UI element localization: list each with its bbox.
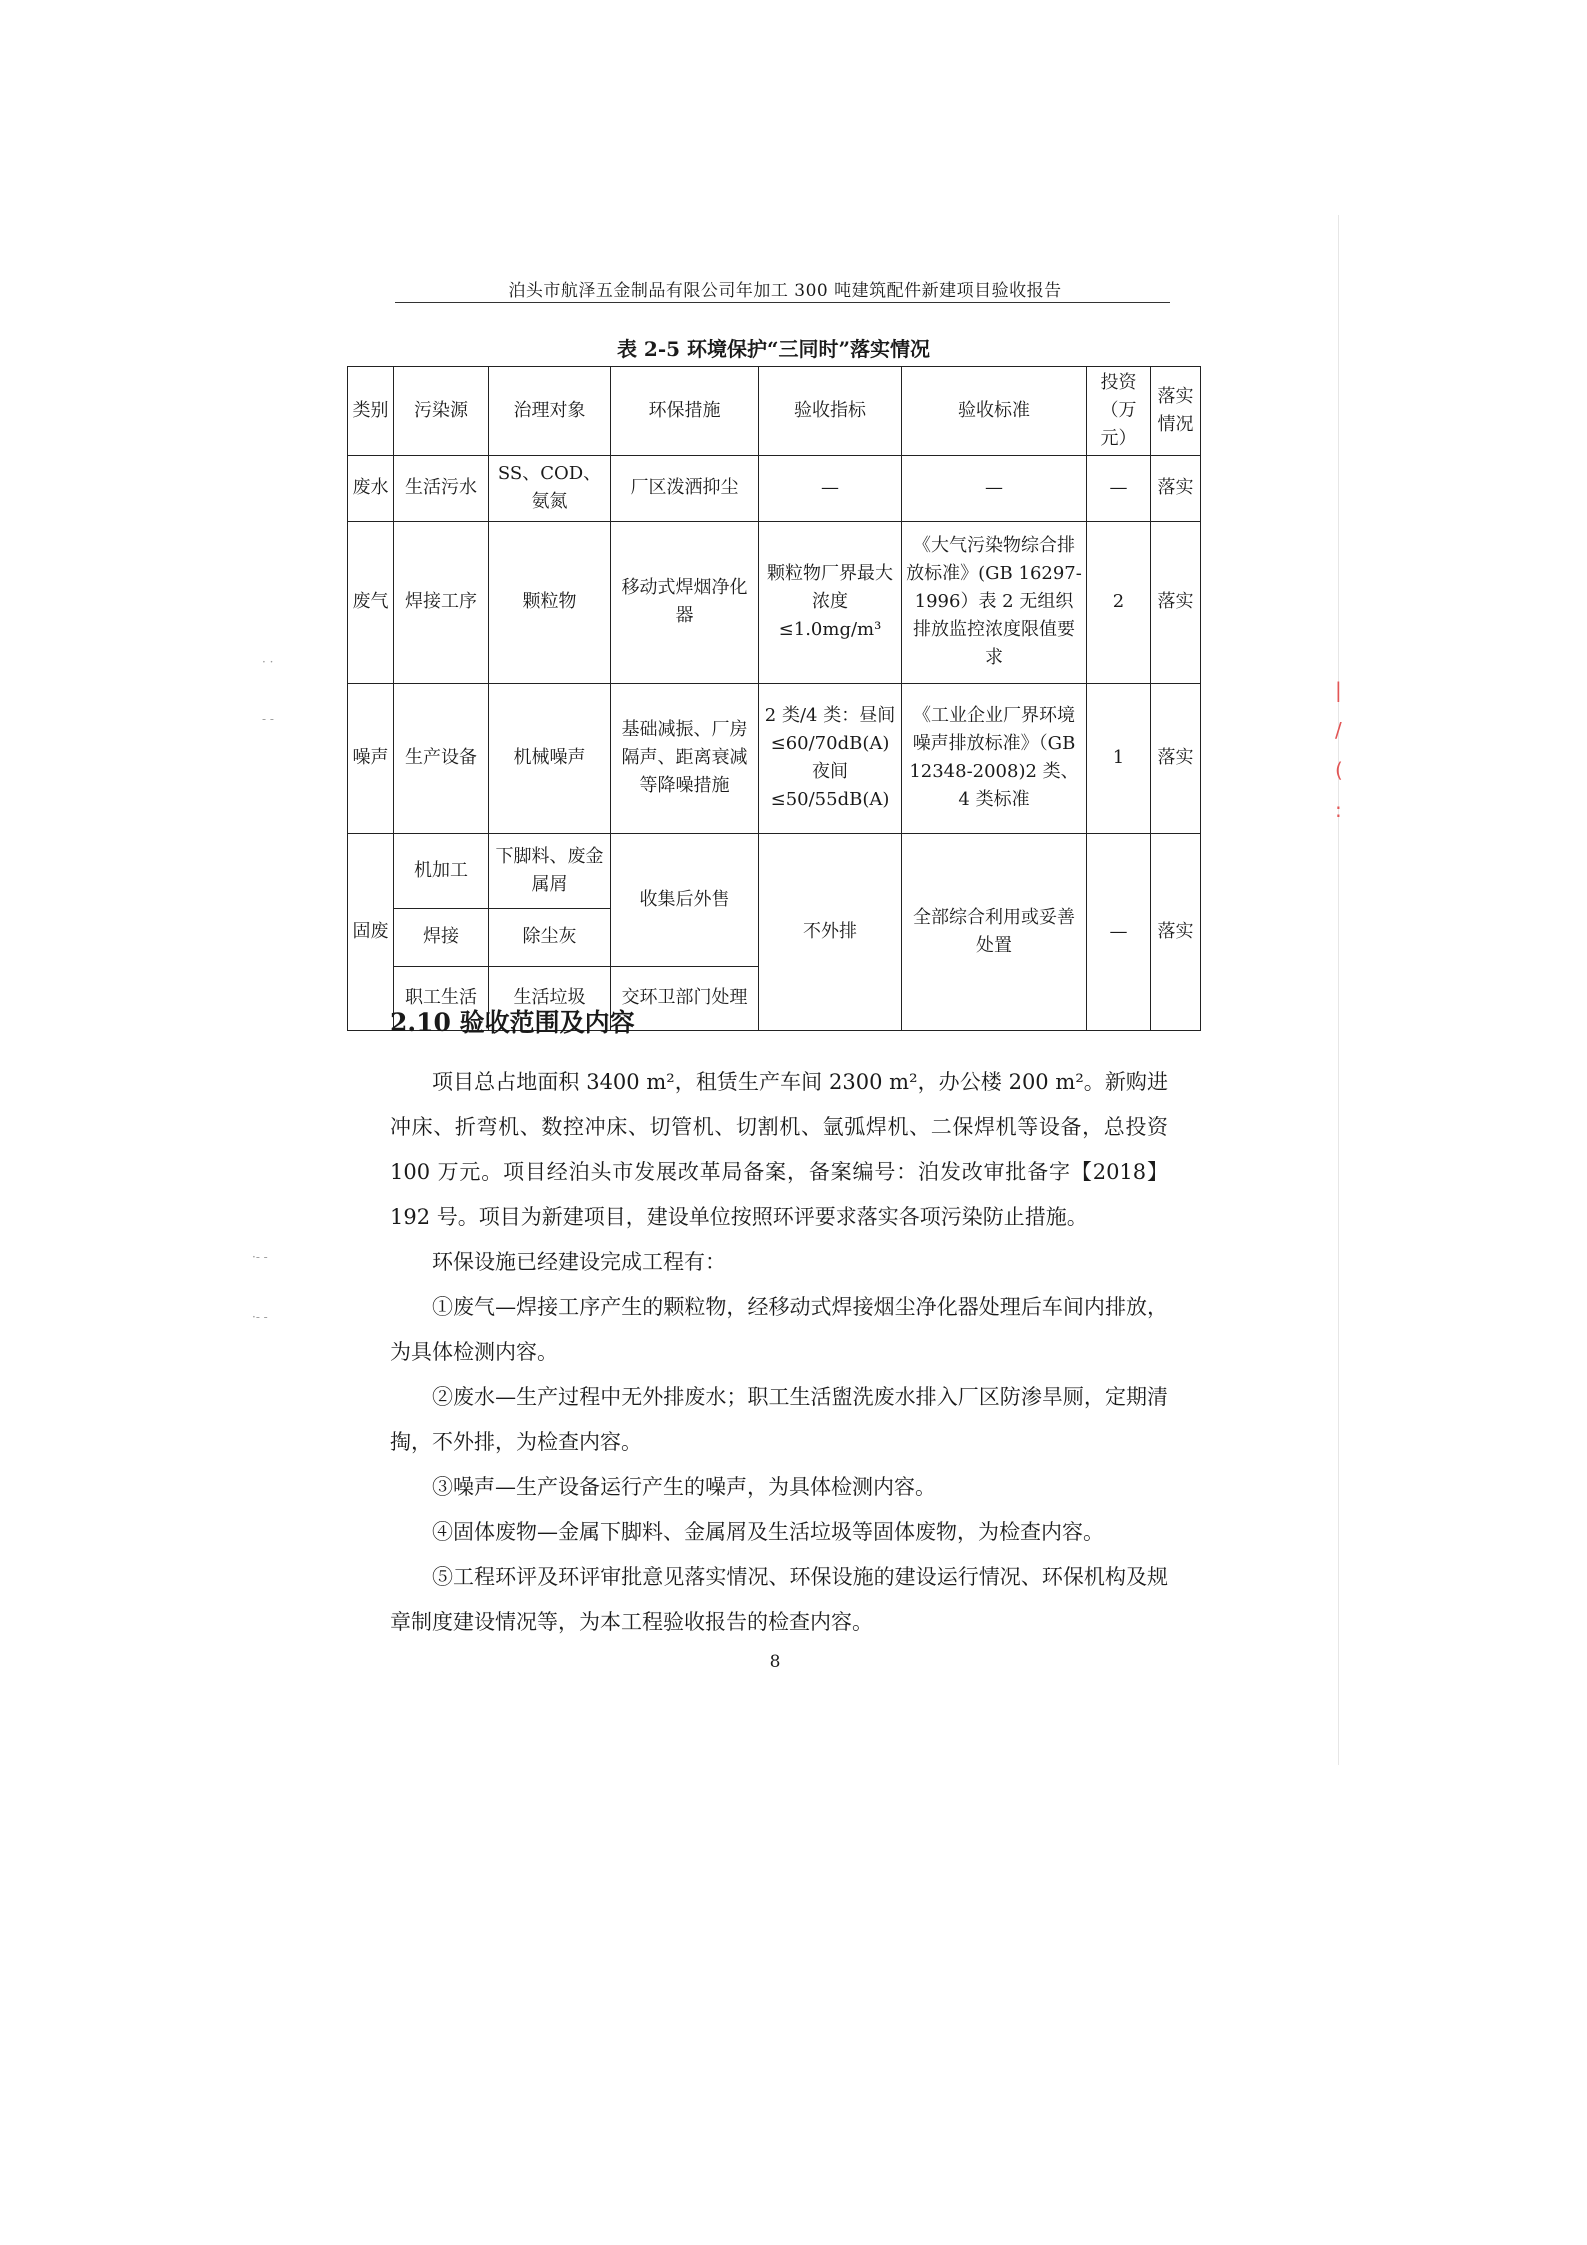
cell-source: 职工生活 — [394, 966, 489, 1030]
cell-source: 生产设备 — [394, 683, 489, 833]
environmental-protection-table — [347, 366, 1201, 1031]
cell-status: 落实 — [1151, 683, 1201, 833]
cell-source: 生活污水 — [394, 455, 489, 521]
cell-investment: — — [1087, 833, 1151, 1030]
cell-measure: 移动式焊烟净化器 — [611, 521, 759, 683]
red-ink-marks: | / ( : — [1335, 678, 1343, 822]
scan-speck: · · — [262, 655, 274, 669]
cell-status: 落实 — [1151, 521, 1201, 683]
cell-investment: 2 — [1087, 521, 1151, 683]
scan-speck: ·- - — [252, 1310, 268, 1324]
header-object: 治理对象 — [489, 367, 611, 456]
running-header: 泊头市航泽五金制品有限公司年加工 300 吨建筑配件新建项目验收报告 — [508, 281, 1062, 301]
section-heading: 2.10 验收范围及内容 — [390, 1008, 635, 1037]
cell-standard: — — [902, 455, 1087, 521]
table-row-wastewater — [348, 455, 1201, 521]
cell-investment: — — [1087, 455, 1151, 521]
table-row-solid-machining — [348, 833, 1201, 908]
cell-source: 机加工 — [394, 833, 489, 908]
cell-object: 下脚料、废金属屑 — [489, 833, 611, 908]
header-standard: 验收标准 — [902, 367, 1087, 456]
header-indicator: 验收指标 — [759, 367, 902, 456]
table-header-row — [348, 367, 1201, 456]
cell-measure: 交环卫部门处理 — [611, 966, 759, 1030]
cell-indicator: 颗粒物厂界最大浓度≤1.0mg/m³ — [759, 521, 902, 683]
cell-indicator: 不外排 — [759, 833, 902, 1030]
cell-source: 焊接 — [394, 908, 489, 966]
paragraph: 环保设施已经建设完成工程有： — [432, 1250, 726, 1274]
cell-measure: 收集后外售 — [611, 833, 759, 966]
cell-measure: 厂区泼洒抑尘 — [611, 455, 759, 521]
cell-source: 焊接工序 — [394, 521, 489, 683]
table-row-noise — [348, 683, 1201, 833]
paragraph: ④固体废物—金属下脚料、金属屑及生活垃圾等固体废物，为检查内容。 — [432, 1520, 1104, 1544]
table-caption: 表 2-5 环境保护“三同时”落实情况 — [616, 337, 931, 361]
cell-investment: 1 — [1087, 683, 1151, 833]
cell-standard: 《工业企业厂界环境噪声排放标准》（GB 12348-2008)2 类、4 类标准 — [902, 683, 1087, 833]
paragraph: ⑤工程环评及环评审批意见落实情况、环保设施的建设运行情况、环保机构及规章制度建设情况等，为本工程验收报告的检查内容。 — [390, 1565, 1168, 1634]
header-investment: 投资（万元） — [1087, 367, 1151, 456]
scan-speck: - - — [262, 712, 274, 726]
cell-standard: 《大气污染物综合排放标准》(GB 16297-1996）表 2 无组织排放监控浓度限值要求 — [902, 521, 1087, 683]
paragraph: 项目总占地面积 3400 m²，租赁生产车间 2300 m²，办公楼 200 m²。新购进冲床、折弯机、数控冲床、切管机、切割机、氩弧焊机、二保焊机等设备，总投资 100 万元。项目经泊头市发展改革局备案，备案编号：泊发改审批备字【2018】192 号。项目为新建项目，建设单位按照环评要求落实各项污染防止措施。 — [390, 1070, 1168, 1229]
header-status: 落实情况 — [1151, 367, 1201, 456]
cell-status: 落实 — [1151, 833, 1201, 1030]
cell-status: 落实 — [1151, 455, 1201, 521]
paragraph: ②废水—生产过程中无外排废水；职工生活盥洗废水排入厂区防渗旱厕，定期清掏，不外排，为检查内容。 — [390, 1385, 1168, 1454]
paragraph: ③噪声—生产设备运行产生的噪声，为具体检测内容。 — [432, 1475, 936, 1499]
cell-object: 机械噪声 — [489, 683, 611, 833]
scan-edge-line — [1338, 215, 1339, 1765]
cell-measure: 基础减振、厂房隔声、距离衰减等降噪措施 — [611, 683, 759, 833]
header-measure: 环保措施 — [611, 367, 759, 456]
scan-speck: ·- - — [252, 1250, 268, 1264]
section-body — [390, 1060, 1168, 1645]
page-number: 8 — [769, 1652, 781, 1672]
cell-object: 颗粒物 — [489, 521, 611, 683]
cell-category: 固废 — [348, 833, 394, 1030]
cell-category: 废水 — [348, 455, 394, 521]
cell-indicator: 2 类/4 类：昼间≤60/70dB(A) 夜间≤50/55dB(A) — [759, 683, 902, 833]
paragraph: ①废气—焊接工序产生的颗粒物，经移动式焊接烟尘净化器处理后车间内排放，为具体检测内容。 — [390, 1295, 1168, 1364]
table-row-exhaust — [348, 521, 1201, 683]
cell-object: 生活垃圾 — [489, 966, 611, 1030]
header-source: 污染源 — [394, 367, 489, 456]
header-rule — [395, 302, 1170, 303]
cell-object: 除尘灰 — [489, 908, 611, 966]
cell-indicator: — — [759, 455, 902, 521]
header-category: 类别 — [348, 367, 394, 456]
cell-category: 噪声 — [348, 683, 394, 833]
cell-object: SS、COD、氨氮 — [489, 455, 611, 521]
cell-standard: 全部综合利用或妥善处置 — [902, 833, 1087, 1030]
cell-category: 废气 — [348, 521, 394, 683]
